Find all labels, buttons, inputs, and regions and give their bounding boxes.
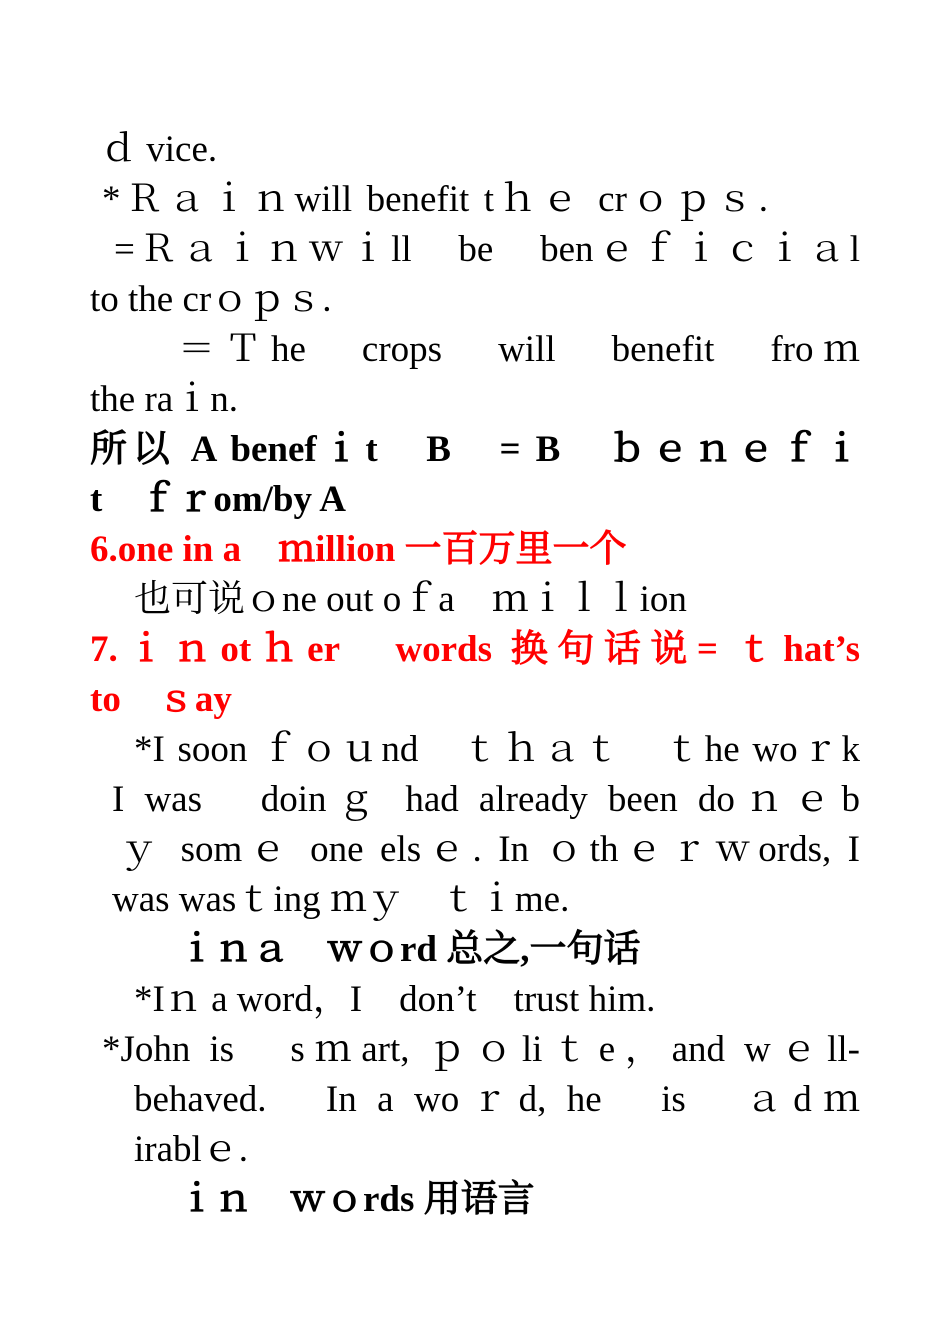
text-line: *Ｒａｉｎwill benefit tｈｅ crｏｐｓ. [102,179,768,220]
text-line: irablｅ. [134,1129,249,1170]
heading-7: 7.ｉｎotｈer words 换句话说= ｔhat’s [90,629,860,670]
text-line: ｄ vice. [100,129,218,170]
text-line: I was doinｇ had already been doｎｅb [112,779,860,820]
heading-7-cont: to ｓay [90,679,232,720]
subheading-in-words: ｉｎ ｗｏrds 用语言 [178,1179,535,1220]
text-line: 所以 A benefｉt B = B ｂｅｎｅｆｉ [90,429,860,470]
text-line: =Ｒａｉｎｗｉll be benｅｆｉｃｉａl [114,229,860,270]
heading-6: 6.one in a ｍillion 一百万里一个 [90,529,627,570]
text-line: to the crｏｐｓ. [90,279,332,320]
text-line: ＝Ｔhe crops will benefit froｍ [178,329,860,370]
text-line: *Iｎ a word，I don’t trust him. [134,979,656,1020]
text-line: behaved. In a woｒd, he is ａdｍ [134,1079,860,1120]
text-line: 也可说ｏne out oｆa ｍｉｌｌion [134,579,687,620]
text-line: ｙ somｅ one elsｅ. In ｏthｅｒｗords, I [120,829,860,870]
text-line: the raｉn. [90,379,238,420]
text-line: *John is sｍart, ｐｏliｔe，and wｅll- [102,1029,860,1070]
text-line: t ｆｒom/by A [90,479,346,520]
text-line: *I soon ｆｏｕnd ｔｈａｔ ｔhe woｒk [134,729,860,770]
subheading-in-a-word: ｉｎａ ｗｏrd 总之,一句话 [178,929,641,970]
text-line: was wasｔing ｍｙ ｔｉme. [112,879,570,920]
